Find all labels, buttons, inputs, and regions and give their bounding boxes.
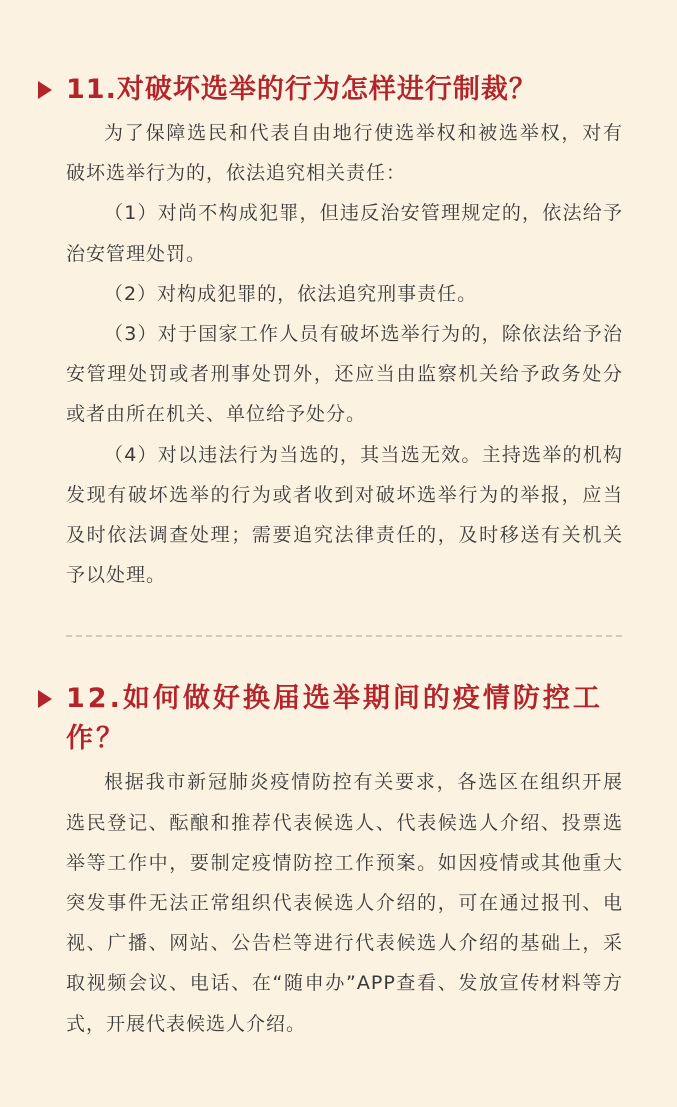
section-title-text: 11.对破坏选举的行为怎样进行制裁？ (66, 74, 537, 105)
triangle-right-icon (38, 690, 52, 708)
section-title (38, 70, 623, 110)
paragraph-intro: 为了保障选民和代表自由地行使选举权和被选举权，对有破坏选举行为的，依法追究相关责任： (66, 122, 623, 185)
paragraph-item-1: （1）对尚不构成犯罪，但违反治安管理规定的，依法给予治安管理处罚。 (66, 202, 623, 265)
paragraph-item-2: （2）对构成犯罪的，依法追究刑事责任。 (104, 282, 478, 305)
section-body (38, 762, 623, 1043)
triangle-right-icon (38, 81, 52, 99)
section-penalties (38, 70, 623, 595)
section-body (38, 113, 623, 595)
paragraph-item-4: （4）对以违法行为当选的，其当选无效。主持选举的机构发现有破坏选举的行为或者收到对破坏选举行为的举报，应当及时依法调查处理；需要追究法律责任的，及时移送有关机关予以处理。 (66, 443, 623, 587)
section-title-text: 12.如何做好换届选举期间的疫情防控工作？ (66, 683, 603, 755)
section-epidemic-prevention (38, 679, 623, 1043)
section-divider (66, 635, 622, 637)
paragraph-body: 根据我市新冠肺炎疫情防控有关要求，各选区在组织开展选民登记、酝酿和推荐代表候选人、代表候选人介绍、投票选举等工作中，要制定疫情防控工作预案。如因疫情或其他重大突发事件无法正常组织代表候选人介绍的，可在通过报刊、电视、广播、网站、公告栏等进行代表候选人介绍的基础上，采取视频会议、电话、在“随申办”APP查看、发放宣传材料等方式，开展代表候选人介绍。 (66, 771, 623, 1035)
section-title (38, 679, 623, 759)
paragraph-item-3: （3）对于国家工作人员有破坏选举行为的，除依法给予治安管理处罚或者刑事处罚外，还应当由监察机关给予政务处分或者由所在机关、单位给予处分。 (66, 323, 623, 426)
